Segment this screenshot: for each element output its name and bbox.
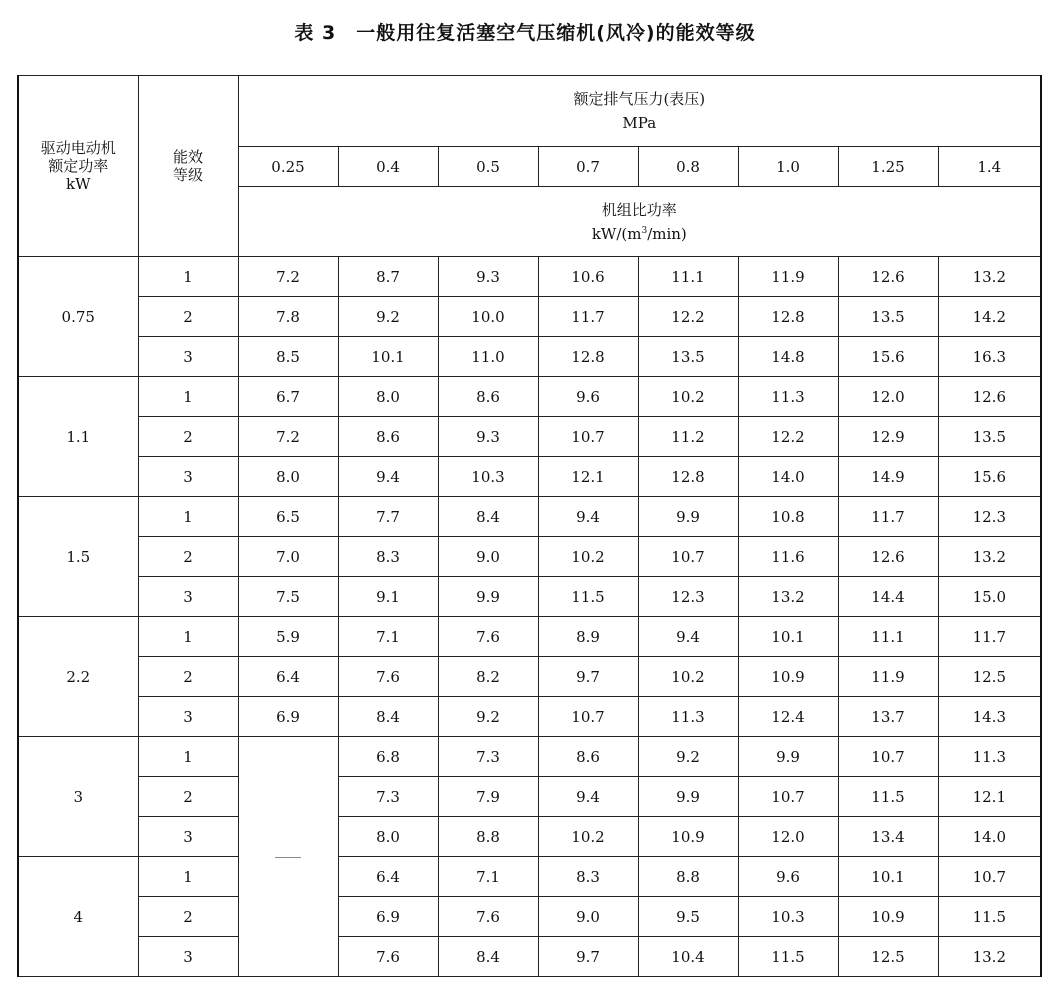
grade-cell: 2 (138, 657, 238, 697)
specific-power-unit: $kW/(m^3/\min)$ (591, 224, 687, 243)
specific-power-cell: 9.7 (538, 937, 638, 977)
specific-power-cell: 10.1 (338, 337, 438, 377)
specific-power-cell: 8.4 (438, 937, 538, 977)
specific-power-cell: 7.6 (438, 617, 538, 657)
specific-power-cell: 12.3 (638, 577, 738, 617)
specific-power-cell: 13.5 (938, 417, 1041, 457)
specific-power-cell: 15.6 (838, 337, 938, 377)
specific-power-cell: 13.5 (638, 337, 738, 377)
specific-power-cell: 10.6 (538, 257, 638, 297)
grade-cell: 3 (138, 937, 238, 977)
specific-power-cell: 9.4 (338, 457, 438, 497)
table-title: 表 3 一般用往复活塞空气压缩机(风冷)的能效等级 (294, 22, 756, 44)
grade-cell: 3 (138, 817, 238, 857)
specific-power-cell: 10.2 (538, 537, 638, 577)
specific-power-cell: 9.2 (638, 737, 738, 777)
specific-power-cell: 11.5 (938, 897, 1041, 937)
specific-power-cell: 10.2 (538, 817, 638, 857)
specific-power-cell: 6.9 (238, 697, 338, 737)
specific-power-cell: 16.3 (938, 337, 1041, 377)
rated-power-cell: 1.5 (18, 497, 138, 617)
grade-cell: 1 (138, 737, 238, 777)
specific-power-cell: 9.3 (438, 417, 538, 457)
specific-power-cell: 12.6 (838, 257, 938, 297)
not-applicable-cell (238, 737, 338, 977)
specific-power-cell: 12.5 (838, 937, 938, 977)
rated-power-cell: 0.75 (18, 257, 138, 377)
specific-power-cell: 11.6 (738, 537, 838, 577)
grade-cell: 1 (138, 257, 238, 297)
table-row (18, 697, 1041, 737)
power-header-line: 驱动电动机 (40, 139, 116, 157)
specific-power-cell: 7.3 (338, 777, 438, 817)
specific-power-cell: 6.9 (338, 897, 438, 937)
grade-cell: 2 (138, 897, 238, 937)
specific-power-cell: 10.9 (638, 817, 738, 857)
grade-header-line: 等级 (172, 166, 203, 184)
pressure-value-header: 0.7 (538, 147, 638, 187)
specific-power-cell: 11.9 (838, 657, 938, 697)
specific-power-cell: 6.4 (338, 857, 438, 897)
specific-power-cell: 8.6 (538, 737, 638, 777)
specific-power-cell: 13.4 (838, 817, 938, 857)
specific-power-header (238, 187, 1041, 257)
specific-power-cell: 12.2 (638, 297, 738, 337)
specific-power-cell: 7.5 (238, 577, 338, 617)
table-row (18, 457, 1041, 497)
specific-power-cell: 11.7 (938, 617, 1041, 657)
pressure-value-header: 1.25 (838, 147, 938, 187)
specific-power-cell: 7.0 (238, 537, 338, 577)
specific-power-cell: 11.9 (738, 257, 838, 297)
specific-power-cell: 10.2 (638, 377, 738, 417)
pressure-value-header: 1.0 (738, 147, 838, 187)
grade-cell: 2 (138, 297, 238, 337)
table-row (18, 577, 1041, 617)
specific-power-cell: 9.6 (738, 857, 838, 897)
specific-power-cell: 12.5 (938, 657, 1041, 697)
specific-power-cell: 14.2 (938, 297, 1041, 337)
specific-power-cell: 8.4 (438, 497, 538, 537)
grade-cell: 2 (138, 417, 238, 457)
dash-mark (275, 857, 301, 858)
specific-power-cell: 9.2 (338, 297, 438, 337)
efficiency-table (17, 75, 1042, 977)
grade-header-line: 能效 (172, 148, 203, 166)
specific-power-cell: 9.4 (538, 497, 638, 537)
specific-power-cell: 11.3 (638, 697, 738, 737)
rated-power-cell: 1.1 (18, 377, 138, 497)
specific-power-cell: 12.6 (938, 377, 1041, 417)
specific-power-cell: 10.4 (638, 937, 738, 977)
specific-power-cell: 10.2 (638, 657, 738, 697)
pressure-label: 额定排气压力(表压) (573, 90, 706, 108)
specific-power-cell: 8.0 (338, 377, 438, 417)
grade-cell: 1 (138, 857, 238, 897)
grade-cell: 1 (138, 497, 238, 537)
specific-power-cell: 12.0 (738, 817, 838, 857)
specific-power-cell: 9.9 (638, 777, 738, 817)
specific-power-cell: 12.3 (938, 497, 1041, 537)
specific-power-cell: 11.7 (838, 497, 938, 537)
specific-power-cell: 12.1 (538, 457, 638, 497)
grade-column-header (138, 76, 238, 257)
specific-power-cell: 12.8 (738, 297, 838, 337)
specific-power-cell: 12.9 (838, 417, 938, 457)
rated-power-cell: 4 (18, 857, 138, 977)
grade-cell: 3 (138, 337, 238, 377)
specific-power-cell: 8.6 (338, 417, 438, 457)
specific-power-cell: 15.0 (938, 577, 1041, 617)
specific-power-cell: 6.7 (238, 377, 338, 417)
specific-power-cell: 15.6 (938, 457, 1041, 497)
specific-power-cell: 14.3 (938, 697, 1041, 737)
specific-power-cell: 7.1 (338, 617, 438, 657)
specific-power-cell: 7.2 (238, 417, 338, 457)
specific-power-cell: 11.3 (738, 377, 838, 417)
grade-cell: 2 (138, 537, 238, 577)
specific-power-cell: 10.3 (738, 897, 838, 937)
specific-power-cell: 12.1 (938, 777, 1041, 817)
specific-power-cell: 10.8 (738, 497, 838, 537)
rated-power-cell: 2.2 (18, 617, 138, 737)
specific-power-cell: 11.0 (438, 337, 538, 377)
pressure-value-header: 0.4 (338, 147, 438, 187)
table-row (18, 897, 1041, 937)
specific-power-cell: 14.0 (938, 817, 1041, 857)
table-row (18, 297, 1041, 337)
specific-power-cell: 9.1 (338, 577, 438, 617)
specific-power-cell: 8.8 (638, 857, 738, 897)
specific-power-cell: 8.6 (438, 377, 538, 417)
specific-power-cell: 13.5 (838, 297, 938, 337)
specific-power-cell: 8.3 (538, 857, 638, 897)
specific-power-cell: 7.7 (338, 497, 438, 537)
power-header-line: 额定功率 (48, 157, 109, 175)
grade-cell: 2 (138, 777, 238, 817)
pressure-value-header: 0.5 (438, 147, 538, 187)
specific-power-label: 机组比功率 (601, 200, 677, 219)
specific-power-cell: 8.9 (538, 617, 638, 657)
specific-power-cell: 10.9 (738, 657, 838, 697)
specific-power-cell: 8.2 (438, 657, 538, 697)
pressure-value-header: 1.4 (938, 147, 1041, 187)
specific-power-cell: 14.8 (738, 337, 838, 377)
specific-power-cell: 10.7 (838, 737, 938, 777)
specific-power-cell: 10.7 (538, 697, 638, 737)
specific-power-cell: 11.5 (738, 937, 838, 977)
specific-power-cell: 13.2 (938, 257, 1041, 297)
specific-power-cell: 7.9 (438, 777, 538, 817)
specific-power-cell: 13.7 (838, 697, 938, 737)
specific-power-cell: 6.4 (238, 657, 338, 697)
specific-power-cell: 8.7 (338, 257, 438, 297)
table-row (18, 777, 1041, 817)
specific-power-cell: 7.2 (238, 257, 338, 297)
grade-cell: 3 (138, 577, 238, 617)
specific-power-cell: 9.0 (538, 897, 638, 937)
specific-power-cell: 10.7 (538, 417, 638, 457)
specific-power-cell: 14.4 (838, 577, 938, 617)
specific-power-cell: 10.1 (838, 857, 938, 897)
specific-power-cell: 8.4 (338, 697, 438, 737)
table-row (18, 257, 1041, 297)
specific-power-cell: 12.6 (838, 537, 938, 577)
table-row (18, 417, 1041, 457)
table-row (18, 617, 1041, 657)
table-row (18, 937, 1041, 977)
power-column-header (18, 76, 138, 257)
specific-power-cell: 12.0 (838, 377, 938, 417)
specific-power-cell: 7.6 (438, 897, 538, 937)
specific-power-cell: 10.7 (738, 777, 838, 817)
grade-cell: 1 (138, 377, 238, 417)
specific-power-cell: 10.1 (738, 617, 838, 657)
specific-power-cell: 13.2 (938, 537, 1041, 577)
specific-power-cell: 6.8 (338, 737, 438, 777)
specific-power-cell: 8.0 (238, 457, 338, 497)
specific-power-cell: 10.3 (438, 457, 538, 497)
specific-power-cell: 9.9 (438, 577, 538, 617)
specific-power-cell: 9.0 (438, 537, 538, 577)
rated-power-cell: 3 (18, 737, 138, 857)
pressure-header (238, 76, 1041, 147)
table-row (18, 537, 1041, 577)
specific-power-cell: 12.8 (538, 337, 638, 377)
specific-power-cell: 9.3 (438, 257, 538, 297)
specific-power-cell: 11.1 (638, 257, 738, 297)
specific-power-cell: 9.4 (638, 617, 738, 657)
specific-power-cell: 7.8 (238, 297, 338, 337)
specific-power-cell: 14.0 (738, 457, 838, 497)
specific-power-cell: 14.9 (838, 457, 938, 497)
table-row (18, 817, 1041, 857)
specific-power-cell: 9.4 (538, 777, 638, 817)
table-row (18, 857, 1041, 897)
table-row (18, 497, 1041, 537)
specific-power-cell: 11.7 (538, 297, 638, 337)
specific-power-cell: 11.5 (838, 777, 938, 817)
specific-power-cell: 10.7 (938, 857, 1041, 897)
specific-power-cell: 9.2 (438, 697, 538, 737)
specific-power-cell: 11.2 (638, 417, 738, 457)
specific-power-cell: 7.1 (438, 857, 538, 897)
specific-power-cell: 10.9 (838, 897, 938, 937)
specific-power-cell: 12.8 (638, 457, 738, 497)
specific-power-cell: 10.7 (638, 537, 738, 577)
specific-power-cell: 7.6 (338, 657, 438, 697)
specific-power-cell: 6.5 (238, 497, 338, 537)
specific-power-cell: 11.1 (838, 617, 938, 657)
pressure-unit: MPa (622, 114, 657, 132)
pressure-value-header: 0.25 (238, 147, 338, 187)
table-row (18, 377, 1041, 417)
grade-cell: 1 (138, 617, 238, 657)
specific-power-cell: 8.5 (238, 337, 338, 377)
specific-power-cell: 8.3 (338, 537, 438, 577)
specific-power-cell: 11.3 (938, 737, 1041, 777)
specific-power-cell: 9.9 (638, 497, 738, 537)
specific-power-cell: 13.2 (938, 937, 1041, 977)
specific-power-cell: 12.4 (738, 697, 838, 737)
specific-power-cell: 9.6 (538, 377, 638, 417)
specific-power-cell: 9.9 (738, 737, 838, 777)
specific-power-cell: 11.5 (538, 577, 638, 617)
grade-cell: 3 (138, 697, 238, 737)
specific-power-cell: 10.0 (438, 297, 538, 337)
specific-power-cell: 8.8 (438, 817, 538, 857)
pressure-value-header: 0.8 (638, 147, 738, 187)
specific-power-cell: 5.9 (238, 617, 338, 657)
table-row (18, 737, 1041, 777)
specific-power-cell: 9.5 (638, 897, 738, 937)
power-header-unit: kW (65, 175, 91, 193)
table-row (18, 657, 1041, 697)
specific-power-cell: 8.0 (338, 817, 438, 857)
specific-power-cell: 7.6 (338, 937, 438, 977)
table-row (18, 337, 1041, 377)
specific-power-cell: 12.2 (738, 417, 838, 457)
specific-power-cell: 9.7 (538, 657, 638, 697)
specific-power-cell: 13.2 (738, 577, 838, 617)
specific-power-cell: 7.3 (438, 737, 538, 777)
grade-cell: 3 (138, 457, 238, 497)
